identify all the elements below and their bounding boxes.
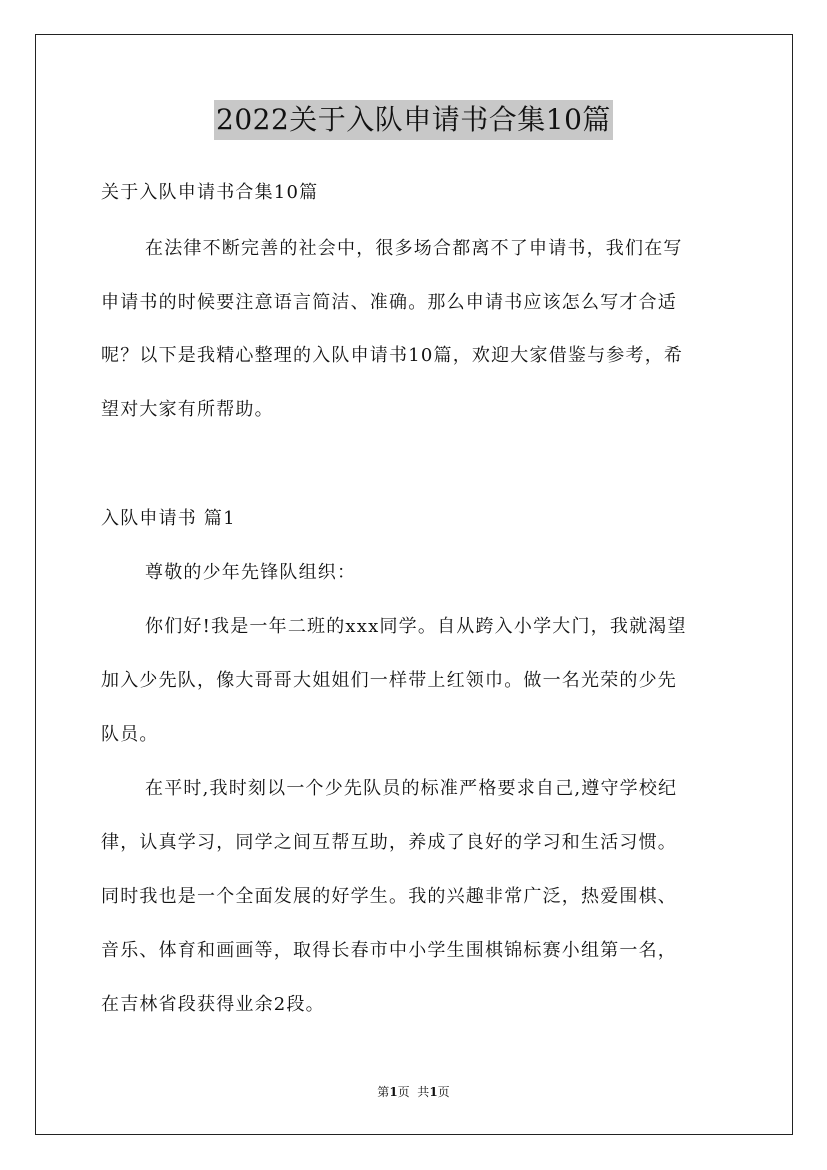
paragraph-line: 在吉林省段获得业余2段。 [101, 994, 325, 1015]
paragraph-line: 在平时,我时刻以一个少先队员的标准严格要求自己,遵守学校纪 [145, 778, 678, 799]
intro-line: 呢？以下是我精心整理的入队申请书10篇，欢迎大家借鉴与参考，希 [101, 345, 684, 366]
document-subtitle: 关于入队申请书合集10篇 [101, 182, 319, 203]
paragraph-line: 音乐、体育和画画等，取得长春市中小学生围棋锦标赛小组第一名， [101, 940, 677, 961]
paragraph-line: 加入少先队，像大哥哥大姐姐们一样带上红领巾。做一名光荣的少先 [101, 670, 677, 691]
intro-line: 在法律不断完善的社会中，很多场合都离不了申请书，我们在写 [145, 238, 683, 259]
salutation: 尊敬的少年先锋队组织： [145, 562, 357, 583]
footer-total-pages: 1 [429, 1085, 438, 1099]
paragraph-line: 你们好!我是一年二班的xxx同学。自从跨入小学大门，我就渴望 [145, 616, 687, 637]
intro-line: 申请书的时候要注意语言简洁、准确。那么申请书应该怎么写才合适 [101, 292, 677, 313]
section-heading: 入队申请书 篇1 [101, 508, 236, 529]
page-footer [0, 1083, 827, 1101]
footer-total-suffix: 页 [437, 1085, 450, 1099]
intro-line: 望对大家有所帮助。 [101, 399, 274, 420]
footer-page-suffix: 页 共 [397, 1085, 430, 1099]
document-title: 2022关于入队申请书合集10篇 [214, 100, 613, 140]
paragraph-line: 同时我也是一个全面发展的好学生。我的兴趣非常广泛，热爱围棋、 [101, 886, 677, 907]
paragraph-line: 队员。 [101, 724, 159, 745]
footer-page-number: 1 [389, 1085, 398, 1099]
title-container [0, 100, 827, 140]
paragraph-line: 律，认真学习，同学之间互帮互助，养成了良好的学习和生活习惯。 [101, 832, 677, 853]
footer-page-prefix: 第 [377, 1085, 390, 1099]
